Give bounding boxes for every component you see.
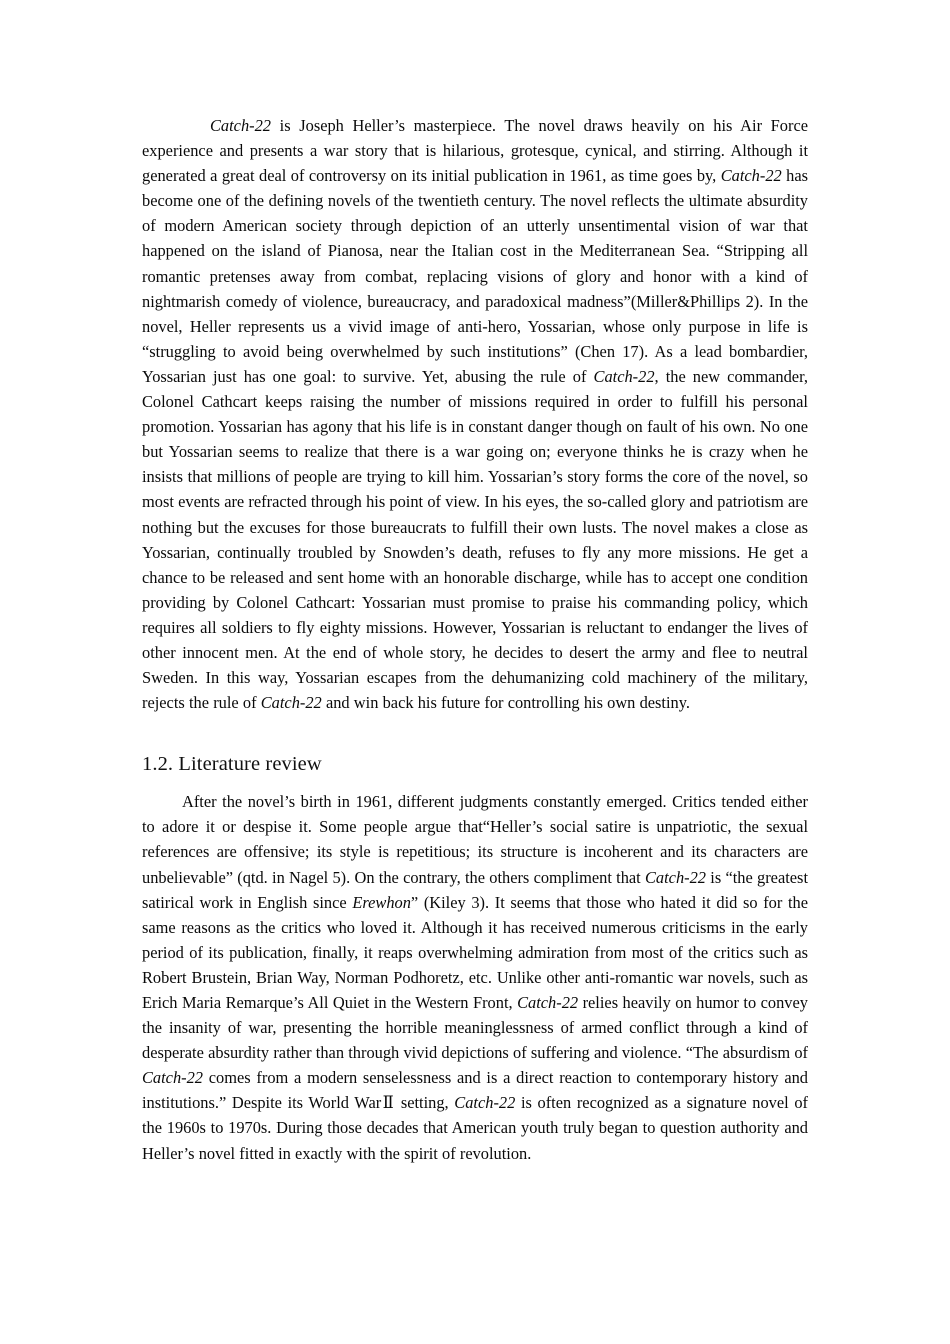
text-run: comes from a modern senselessness and is a direct reaction to contemporary history and institutions.” Despite its World WarⅡ setting,	[142, 1068, 808, 1113]
italic-title-run: Catch-22	[210, 116, 272, 135]
italic-title-run: Catch-22	[593, 366, 655, 386]
italic-title-run: Catch-22	[644, 867, 706, 887]
text-run: is “the greatest satirical work in English since	[142, 867, 808, 912]
italic-title-run: Catch-22	[720, 166, 782, 186]
text-run: After the novel’s birth in 1961, different judgments constantly emerged. Critics tended either to adore it or despise it. Some people argue that“Heller’s social satire is unpatriotic, the sexual references are offensive; its style is repetitious; its structure is incoherent and its characters are unbelievable” (qtd. in Nagel 5). On the contrary, the others compliment that	[142, 792, 808, 887]
text-run: and win back his future for controlling his own destiny.	[321, 693, 690, 713]
italic-title-run: Erewhon	[352, 892, 411, 912]
heading-spacer-top	[142, 715, 808, 751]
section-heading-1-2: 1.2. Literature review	[142, 753, 322, 776]
heading-spacer-bottom	[142, 777, 808, 789]
text-run: ” (Kiley 3). It seems that those who hated it did so for the same reasons as the critics who loved it. Although it has received numerous criticisms in the early period of its publication, finally, it reaps overwhelming admiration from most of the critics such as Robert Brustein, Brian Way, Norman Podhoretz, etc. Unlike other anti-romantic war novels, such as Erich Maria Remarque’s All Quiet in the Western Front,	[142, 892, 808, 1012]
italic-title-run: Catch-22	[260, 693, 322, 713]
text-run: relies heavily on humor to convey the insanity of war, presenting the horrible meaninglessness of armed conflict through a kind of desperate absurdity rather than through vivid depictions of suffering and violence. “The absurdism of	[142, 993, 808, 1063]
text-run: is often recognized as a signature novel of the 1960s to 1970s. During those decades that American youth truly began to question authority and Heller’s novel fitted in exactly with the spirit of revolution.	[142, 1093, 808, 1163]
page-content	[142, 113, 808, 1166]
italic-title-run: Catch-22	[517, 993, 579, 1012]
intro-paragraph	[142, 113, 808, 715]
italic-title-run: Catch-22	[454, 1093, 516, 1113]
literature-review-paragraph	[142, 789, 808, 1165]
text-run: , the new commander, Colonel Cathcart keeps raising the number of missions required in order to fulfill his personal promotion. Yossarian has agony that his life is in constant danger though on fault of his own. No one but Yossarian seems to realize that there is a war going on; everyone thinks he is crazy when he insists that millions of people are trying to kill him. Yossarian’s story forms the core of the novel, so most events are refracted through his point of view. In his eyes, the so-called glory and patriotism are nothing but the excuses for those bureaucrats to fulfill their own lusts. The novel makes a close as Yossarian, continually troubled by Snowden’s death, refuses to fly any more missions. He get a chance to be released and sent home with an honorable discharge, while has to accept one condition providing by Colonel Cathcart: Yossarian must promise to praise his commanding policy, which requires all soldiers to fly eighty missions. However, Yossarian is reluctant to endanger the lives of other innocent men. At the end of whole story, he decides to desert the army and flee to neutral Sweden. In this way, Yossarian escapes from the dehumanizing cold machinery of the military, rejects the rule of	[142, 366, 808, 713]
italic-title-run: Catch-22	[142, 1068, 204, 1088]
text-run: has become one of the defining novels of the twentieth century. The novel reflects the ultimate absurdity of modern American society through depiction of an utterly unsentimental vision of war that happened on the island of Pianosa, near the Italian cost in the Mediterranean Sea. “Stripping all romantic pretenses away from combat, replacing visions of glory and honor with a kind of nightmarish comedy of violence, bureaucracy, and paradoxical madness”(Miller&Phillips 2). In the novel, Heller represents us a vivid image of anti-hero, Yossarian, whose only purpose in life is “struggling to avoid being overwhelmed by such institutions” (Chen 17). As a lead bombardier, Yossarian just has one goal: to survive. Yet, abusing the rule of	[142, 166, 808, 386]
text-run: is Joseph Heller’s masterpiece. The novel draws heavily on his Air Force experience and presents a war story that is hilarious, grotesque, cynical, and stirring. Although it generated a great deal of controversy on its initial publication in 1961, as time goes by,	[142, 116, 808, 186]
